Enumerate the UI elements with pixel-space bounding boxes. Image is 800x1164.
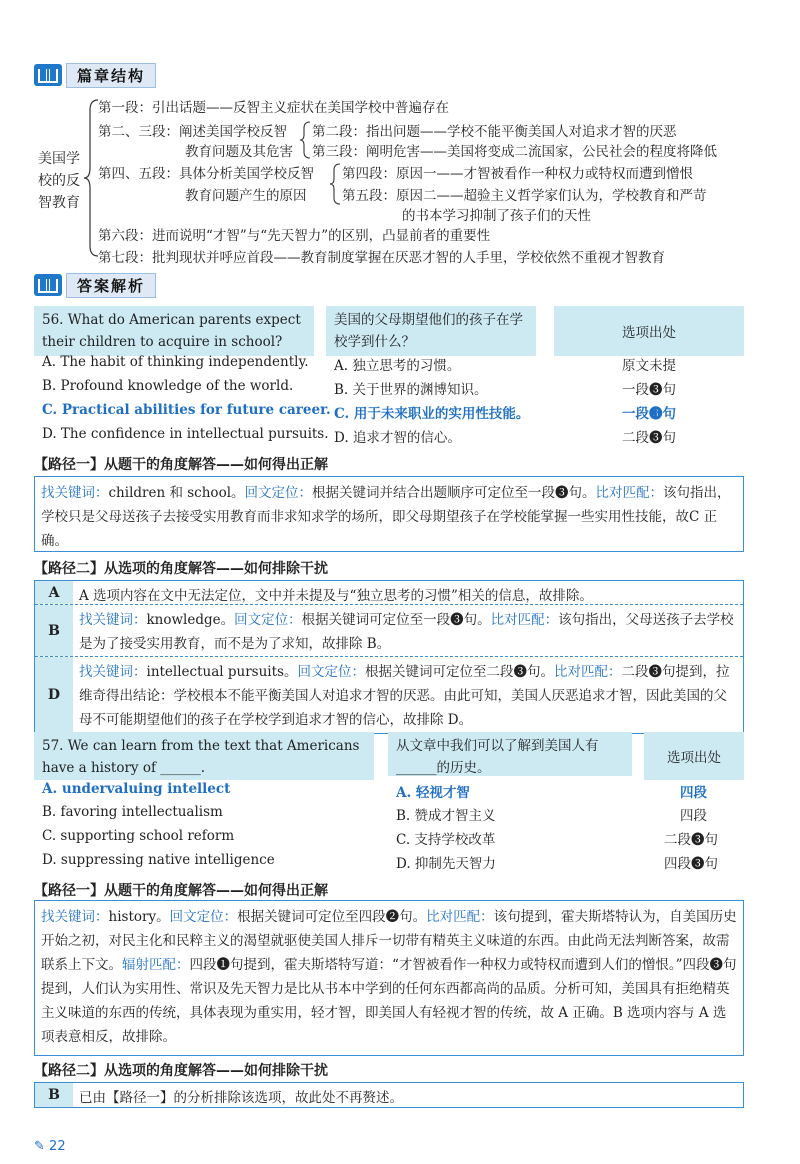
- book-icon: [34, 64, 62, 86]
- keyword-label: 比对匹配：: [490, 612, 559, 628]
- outline-p1: 第一段：引出话题——反智主义症状在美国学校中普遍存在: [98, 100, 449, 116]
- q57-option-row: [42, 828, 742, 852]
- option-source: 四段❸句: [664, 856, 718, 872]
- elim-text: [73, 657, 743, 733]
- keyword-label: 辐射匹配：: [122, 957, 190, 973]
- section-heading-answers: [34, 272, 156, 298]
- outline-p4: 第四段：原因一——才智被看作一种权力或特权而遭到憎恨: [342, 166, 693, 182]
- option-source: 二段❸句: [664, 832, 718, 848]
- section-heading-structure: [34, 62, 156, 88]
- outline-p45-a: 第四、五段：具体分析美国学校反智: [98, 166, 314, 182]
- option-source: 四段: [680, 808, 707, 824]
- outline-p23-b: 教育问题及其危害: [185, 144, 293, 160]
- section-title: 篇章结构: [66, 63, 156, 88]
- elim-row: [35, 605, 743, 657]
- option-en: B. favoring intellectualism: [42, 804, 223, 820]
- page-number-text: 22: [49, 1139, 66, 1154]
- section-title: 答案解析: [66, 273, 156, 298]
- outline-root: [38, 148, 80, 214]
- keyword-label: 回文定位：: [169, 909, 238, 925]
- q56-stem-cn: 美国的父母期望他们的孩子在学校学到什么？: [326, 306, 536, 356]
- option-source: 原文未提: [622, 358, 676, 374]
- option-en: C. supporting school reform: [42, 828, 235, 844]
- path-text: 该句指出，学校只是父母送孩子去接受实用教育而非求知求学的场所，即父母期望孩子在学校能掌握一些实用性技能，故C 正确。: [41, 485, 731, 549]
- keyword-label: 比对匹配：: [595, 485, 664, 501]
- path-text: 该句提到，霍夫斯塔特认为，自美国历史开始之初，对民主化和民粹主义的渴望就驱使美国人排斥一切带有精英主义味道的东西。由此尚无法判断答案，故需联系上下文。: [41, 909, 737, 973]
- elim-row: [35, 1083, 743, 1107]
- option-cn: C. 用于未来职业的实用性技能。: [334, 406, 530, 422]
- q57-option-row: [42, 804, 742, 828]
- option-en: D. suppressing native intelligence: [42, 852, 275, 868]
- q56-stem-en: 56. What do American parents expect their children to acquire in school?: [34, 306, 314, 356]
- q56-path2-label: 【路径二】从选项的角度解答——如何排除干扰: [34, 561, 328, 577]
- option-en: A. undervaluing intellect: [42, 781, 231, 797]
- q57-elimination-table: [34, 1082, 744, 1108]
- option-source: 一段❸句: [622, 406, 676, 422]
- q57-path2-label: 【路径二】从选项的角度解答——如何排除干扰: [34, 1063, 328, 1079]
- root-line: 美国学: [38, 151, 80, 167]
- elim-letter: B: [35, 605, 73, 656]
- q56-elimination-table: [34, 580, 744, 734]
- path-text: intellectual pursuits。: [146, 664, 298, 680]
- path-text: 二段❸句提到，拉维奇得出结论：学校根本不能平衡美国人对追求才智的厌恶。由此可知，美国人厌恶追求才智，因此美国的父母不可能期望他们的孩子在学校学到追求才智的信心，故排除 D。: [79, 664, 730, 728]
- option-cn: B. 赞成才智主义: [396, 808, 496, 824]
- keyword-label: 找关键词：: [79, 612, 147, 628]
- path-text: 根据关键词可定位至一段❸句。: [301, 612, 491, 628]
- q57-option-row-correct: [42, 781, 742, 805]
- q56-source-header: 选项出处: [554, 306, 744, 356]
- option-source: 一段❸句: [622, 382, 676, 398]
- pencil-icon: ✎: [34, 1139, 45, 1154]
- path-text: history。: [108, 909, 170, 925]
- elim-letter: A: [35, 581, 73, 604]
- option-cn: A. 独立思考的习惯。: [334, 358, 461, 374]
- outline-brace-small: [330, 162, 342, 206]
- option-cn: A. 轻视才智: [396, 785, 470, 801]
- q57-path1-label: 【路径一】从题干的角度解答——如何得出正解: [34, 883, 328, 899]
- page-number: [34, 1139, 66, 1154]
- option-en: D. The confidence in intellectual pursuits.: [42, 426, 329, 442]
- keyword-label: 回文定位：: [244, 485, 313, 501]
- outline-brace-small: [300, 120, 312, 160]
- path-text: A 选项内容在文中无法定位，文中并未提及与“独立思考的习惯”相关的信息，故排除。: [79, 588, 593, 604]
- outline-p23-a: 第二、三段：阐述美国学校反智: [98, 124, 287, 140]
- elim-letter: D: [35, 657, 73, 733]
- root-line: 校的反: [38, 173, 80, 189]
- path-text: children 和 school。: [108, 485, 245, 501]
- keyword-label: 找关键词：: [41, 485, 109, 501]
- outline-p6: 第六段：进而说明“才智”与“先天智力”的区别，凸显前者的重要性: [98, 228, 491, 244]
- path-text: knowledge。: [146, 612, 235, 628]
- keyword-label: 找关键词：: [79, 664, 147, 680]
- option-cn: B. 关于世界的渊博知识。: [334, 382, 488, 398]
- book-icon: [34, 274, 62, 296]
- option-en: C. Practical abilities for future career.: [42, 402, 331, 418]
- option-en: A. The habit of thinking independently.: [42, 354, 309, 370]
- q56-option-row: [42, 378, 742, 402]
- elim-row: [35, 657, 743, 733]
- keyword-label: 比对匹配：: [553, 664, 622, 680]
- q57-path1-box: [34, 900, 744, 1056]
- q57-stem-cn: 从文章中我们可以了解到美国人有______的历史。: [388, 732, 632, 776]
- elim-letter: B: [35, 1083, 73, 1107]
- outline-p5b: 的书本学习抑制了孩子们的天性: [402, 208, 591, 224]
- outline-p3: 第三段：阐明危害——美国将变成二流国家，公民社会的程度将降低: [312, 144, 717, 160]
- q56-option-row-correct: [42, 402, 742, 426]
- keyword-label: 回文定位：: [234, 612, 302, 628]
- keyword-label: 找关键词：: [41, 909, 109, 925]
- keyword-label: 比对匹配：: [426, 909, 494, 925]
- q56-path1-label: 【路径一】从题干的角度解答——如何得出正解: [34, 457, 328, 473]
- elim-text: [73, 581, 743, 604]
- root-line: 智教育: [38, 195, 80, 211]
- outline-p7: 第七段：批判现状并呼应首段——教育制度掌握在厌恶才智的人手里，学校依然不重视才智教育: [98, 250, 665, 266]
- q57-option-row: [42, 852, 742, 876]
- outline-p45-b: 教育问题产生的原因: [185, 188, 307, 204]
- option-source: 二段❸句: [622, 430, 676, 446]
- option-cn: C. 支持学校改革: [396, 832, 496, 848]
- elim-row: [35, 581, 743, 605]
- q57-stem-en: 57. We can learn from the text that Americans have a history of ______.: [34, 732, 374, 780]
- path-text: 根据关键词可定位至四段❷句。: [237, 909, 427, 925]
- option-en: B. Profound knowledge of the world.: [42, 378, 294, 394]
- q56-option-row: [42, 354, 742, 378]
- elim-text: [73, 605, 743, 656]
- q56-option-row: [42, 426, 742, 450]
- elim-text: 已由【路径一】的分析排除该选项，故此处不再赘述。: [79, 1090, 403, 1106]
- outline-p2: 第二段：指出问题——学校不能平衡美国人对追求才智的厌恶: [312, 124, 677, 140]
- outline-p5a: 第五段：原因二——超验主义哲学家们认为，学校教育和严苛: [342, 188, 707, 204]
- path-text: 四段❶句提到，霍夫斯塔特写道：“才智被看作一种权力或特权而遭到人们的憎恨。”四段❸句提到，人们认为实用性、常识及先天智力是比从书本中学到的任何东西都高尚的品质。分析可知，美国具有拒绝精英主义味道的东西的传统，具体表现为重实用，轻才智，即美国人有轻视才智的传统，故 A 正确。B 选项内容与 A 选项表意相反，故排除。: [41, 957, 737, 1045]
- q56-path1-box: [34, 476, 744, 552]
- path-text: 根据关键词可定位至二段❸句。: [364, 664, 554, 680]
- option-source: 四段: [680, 785, 707, 801]
- keyword-label: 回文定位：: [297, 664, 365, 680]
- option-cn: D. 追求才智的信心。: [334, 430, 461, 446]
- option-cn: D. 抑制先天智力: [396, 856, 496, 872]
- path-text: 该句指出，父母送孩子去学校是为了接受实用教育，而不是为了求知，故排除 B。: [79, 612, 734, 652]
- q57-source-header: 选项出处: [644, 732, 744, 780]
- path-text: 根据关键词并结合出题顺序可定位至一段❸句。: [312, 485, 596, 501]
